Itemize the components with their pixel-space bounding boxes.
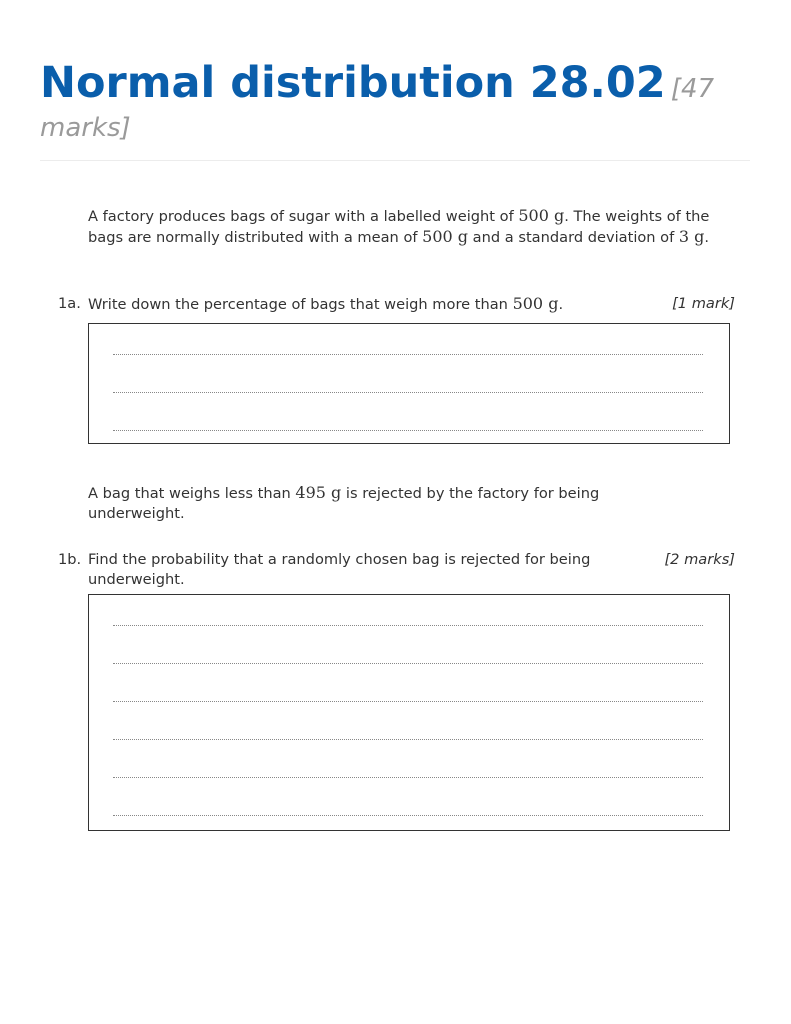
q1a-text-2: . xyxy=(558,296,564,313)
intro2-text-2: is rejected by the factory for being underweight. xyxy=(88,485,600,522)
question-marks-1a: [1 mark] xyxy=(672,295,735,312)
question-text-1b: Find the probability that a randomly chosen bag is rejected for being underweight. xyxy=(88,551,591,588)
intro2-text-1: A bag that weighs less than xyxy=(88,485,296,502)
answer-box-1b[interactable] xyxy=(88,594,730,831)
answer-line xyxy=(113,777,703,778)
intro-text-4: . xyxy=(704,228,710,246)
answer-line xyxy=(113,430,703,431)
question-number-1a: 1a. xyxy=(58,295,81,312)
q1a-text-1: Write down the percentage of bags that weigh more than xyxy=(88,296,513,313)
answer-line xyxy=(113,739,703,740)
header-divider xyxy=(40,160,750,161)
answer-line xyxy=(113,392,703,393)
intro-text-2: . The weights of the bags are normally distributed with a mean of xyxy=(88,208,710,246)
answer-line xyxy=(113,815,703,816)
page-header xyxy=(40,58,740,148)
intro-paragraph-2 xyxy=(88,483,648,523)
answer-line xyxy=(113,354,703,355)
intro-paragraph xyxy=(88,206,728,247)
intro2-math: 495 g xyxy=(295,483,342,502)
intro-text-1: A factory produces bags of sugar with a labelled weight of xyxy=(88,208,519,225)
page-title: Normal distribution 28.02 xyxy=(40,58,666,108)
answer-line xyxy=(113,701,703,702)
intro-text-3: and a standard deviation of xyxy=(468,228,679,246)
question-text-1a xyxy=(88,294,648,315)
total-marks: [47 marks] xyxy=(40,74,715,143)
q1a-math: 500 g xyxy=(512,294,559,313)
answer-box-1a[interactable] xyxy=(88,323,730,444)
intro-math-1: 500 g xyxy=(518,206,565,225)
answer-line xyxy=(113,663,703,664)
intro-math-3: 3 g xyxy=(678,226,705,246)
question-number-1b: 1b. xyxy=(58,551,82,568)
answer-line xyxy=(113,625,703,626)
intro-math-2: 500 g xyxy=(422,226,469,246)
question-marks-1b: [2 marks] xyxy=(664,551,735,568)
